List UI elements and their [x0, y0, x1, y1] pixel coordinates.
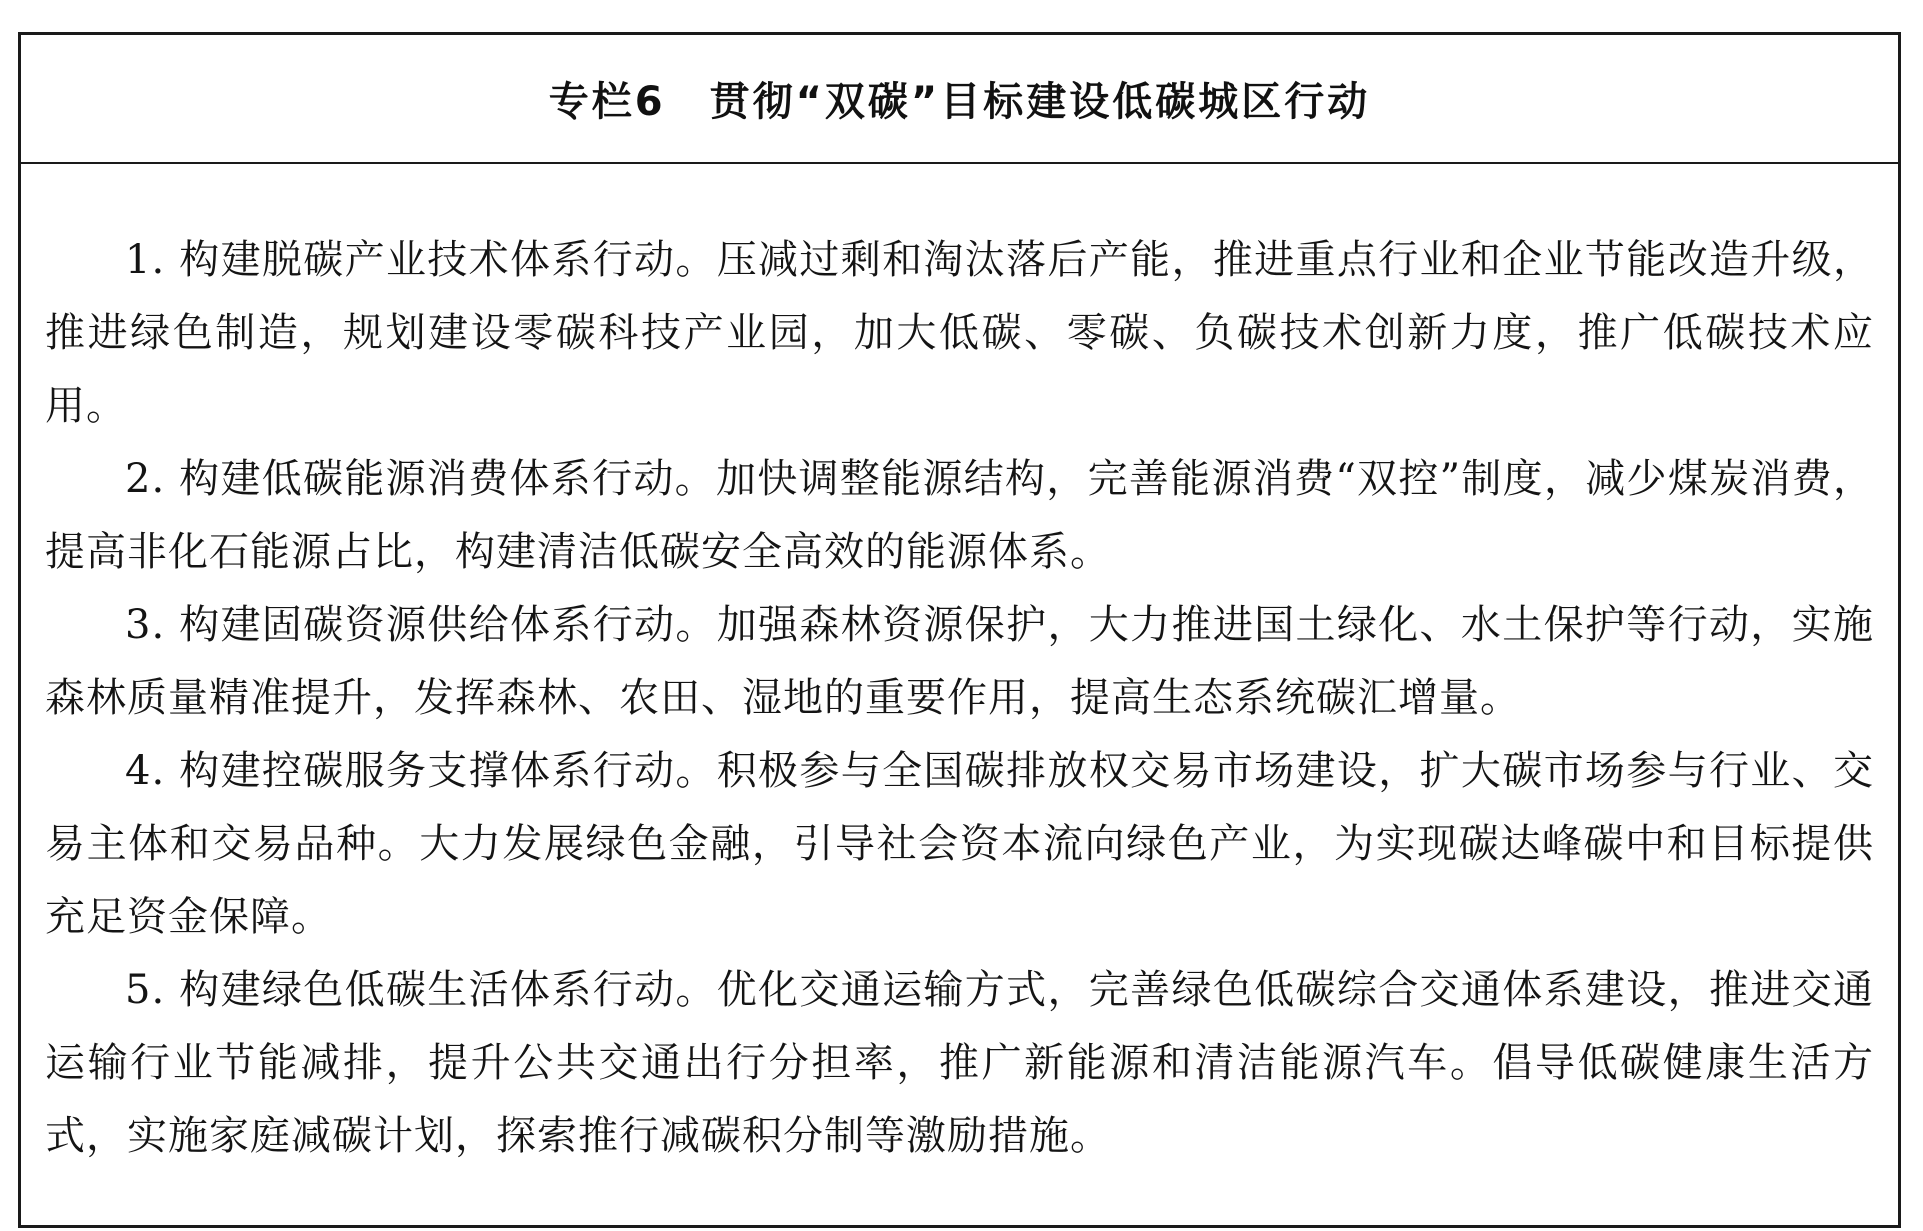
- action-item-3: 3. 构建固碳资源供给体系行动。加强森林资源保护，大力推进国土绿化、水土保护等行动，实施森林质量精准提升，发挥森林、农田、湿地的重要作用，提高生态系统碳汇增量。: [45, 602, 1874, 721]
- action-item-4: 4. 构建控碳服务支撑体系行动。积极参与全国碳排放权交易市场建设，扩大碳市场参与行业、交易主体和交易品种。大力发展绿色金融，引导社会资本流向绿色产业，为实现碳达峰碳中和目标提供充足资金保障。: [45, 748, 1874, 940]
- column-label: 专栏6: [548, 79, 666, 125]
- action-item-1: 1. 构建脱碳产业技术体系行动。压减过剩和淘汰落后产能，推进重点行业和企业节能改造升级，推进绿色制造，规划建设零碳科技产业园，加大低碳、零碳、负碳技术创新力度，推广低碳技术应用。: [45, 237, 1874, 429]
- column-box: [18, 32, 1901, 1228]
- action-item-5: 5. 构建绿色低碳生活体系行动。优化交通运输方式，完善绿色低碳综合交通体系建设，推进交通运输行业节能减排，提升公共交通出行分担率，推广新能源和清洁能源汽车。倡导低碳健康生活方式，实施家庭减碳计划，探索推行减碳积分制等激励措施。: [45, 967, 1874, 1159]
- column-body: [21, 164, 1898, 1173]
- column-header: [21, 35, 1898, 164]
- column-title: 贯彻“双碳”目标建设低碳城区行动: [709, 79, 1371, 125]
- action-item-2: 2. 构建低碳能源消费体系行动。加快调整能源结构，完善能源消费“双控”制度，减少煤炭消费，提高非化石能源占比，构建清洁低碳安全高效的能源体系。: [45, 456, 1874, 575]
